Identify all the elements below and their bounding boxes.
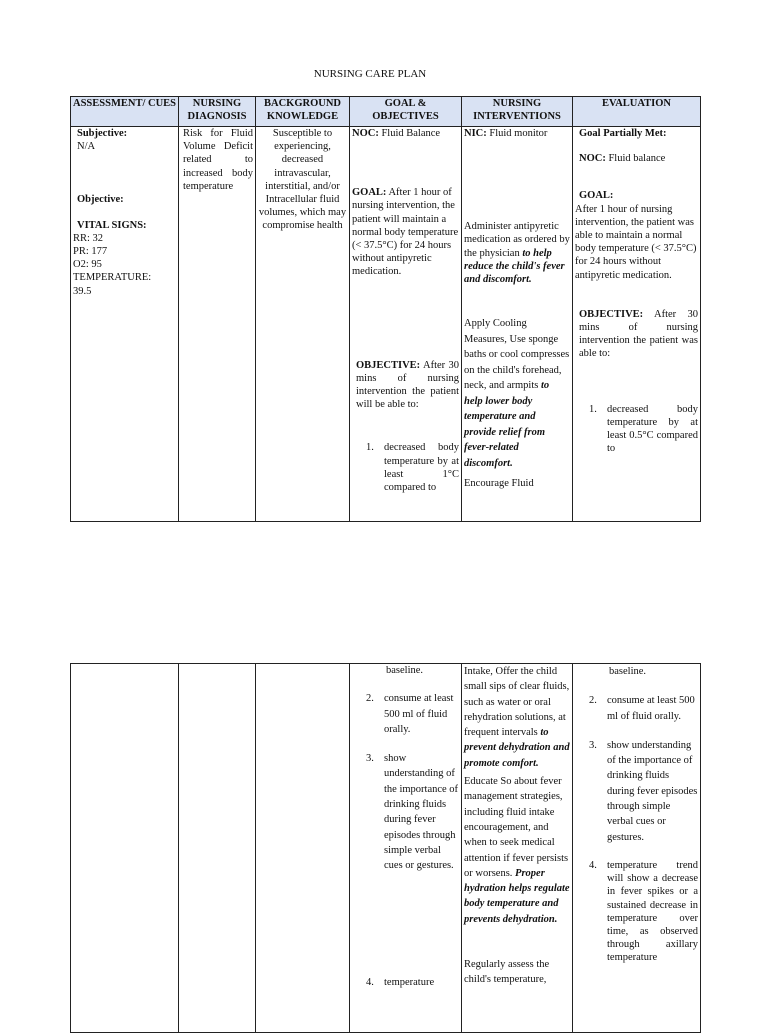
list-item: 2. consume at least 500 ml of fluid orally. (589, 695, 695, 722)
evaluation-cell (573, 127, 701, 522)
list-item: 4. temperature trend will show a decrease in fever spikes or a sustained decrease in temperature over time, as observed through axillary temperature (589, 859, 698, 964)
list-item: 3. show understanding of the importance of drinking fluids during fever episodes through simple verbal cues or gestures. (589, 739, 698, 843)
evaluation-cell-cont (573, 664, 701, 1033)
header-background: BACKGROUND KNOWLEDGE (256, 97, 350, 127)
objective-label: Objective: (77, 194, 124, 206)
nic-value: Fluid monitor (489, 128, 548, 139)
evaluation-objective-text: After 30 mins of nursing intervention the patient was able to: (579, 308, 699, 360)
subjective-value: N/A (77, 141, 96, 153)
intervention-2: Apply Cooling Measures, Use sponge baths or cool compresses on the child's forehead, neck, and armpits to help lower body temperature and provide relief from fever-related discomfort. (464, 318, 570, 469)
vital-pr: PR: 177 (73, 246, 108, 258)
goal-text: After 1 hour of nursing intervention, the patient will maintain a normal body temperature (< 37.5°C) for 24 hours without antipyretic medication. (352, 187, 459, 278)
list-item: 1. decreased body temperature by at least 1°C compared to (366, 442, 459, 494)
vital-rr: RR: 32 (73, 232, 104, 244)
vital-temperature-label: TEMPERATURE: (73, 272, 152, 284)
table-row (71, 127, 701, 522)
goal-objective-text: After 30 mins of nursing intervention the patient will be able to: (356, 359, 460, 411)
list-item: 3. show understanding of the importance of drinking fluids during fever episodes through simple verbal cues or gestures. (366, 753, 459, 872)
table-header-row (71, 97, 701, 127)
assessment-cell (71, 127, 179, 522)
header-assessment: ASSESSMENT/ CUES (71, 97, 179, 127)
header-evaluation: EVALUATION (573, 97, 701, 127)
table-row (71, 664, 701, 1033)
intervention-3: Intake, Offer the child small sips of clear fluids, such as water or oral rehydration solutions, at frequent intervals to prevent dehydration and promote comfort. (464, 666, 570, 769)
list-item: 1. decreased body temperature by at least 0.5°C compared to (589, 403, 698, 455)
care-plan-table-part2 (70, 663, 701, 1033)
goal-noc-label: NOC: (352, 128, 379, 139)
vital-temperature-value: 39.5 (73, 285, 92, 297)
interventions-cell-cont (462, 664, 573, 1033)
vital-o2: O2: 95 (73, 259, 102, 271)
evaluation-noc-label: NOC: (579, 153, 606, 165)
subjective-label: Subjective: (77, 128, 128, 139)
vital-signs-label: VITAL SIGNS: (77, 219, 147, 231)
evaluation-goal-label: GOAL: (579, 190, 614, 202)
diagnosis-cell-cont (179, 664, 256, 1033)
goal-noc-value: Fluid Balance (381, 128, 441, 139)
intervention-1: Administer antipyretic medication as ordered by the physician to help reduce the child's fever and discomfort. (464, 221, 570, 286)
goal-cell-cont (350, 664, 462, 1033)
background-cell-cont (256, 664, 350, 1033)
evaluation-noc-value: Fluid balance (608, 153, 666, 165)
header-diagnosis: NURSING DIAGNOSIS (179, 97, 256, 127)
intervention-3-start: Encourage Fluid (464, 478, 534, 490)
diagnosis-cell: Risk for Fluid Volume Deficit related to increased body temperature (179, 127, 256, 522)
intervention-5: Regularly assess the child's temperature, (464, 959, 550, 986)
background-cell: Susceptible to experiencing, decreased intravascular, interstitial, and/or Intracellular fluid volumes, which may compromise health (256, 127, 350, 522)
goal-objective-list-cont (352, 691, 459, 991)
evaluation-objective-list (575, 403, 698, 456)
header-goal: GOAL & OBJECTIVES (350, 97, 462, 127)
list-item: 2. consume at least 500 ml of fluid orally. (366, 693, 454, 735)
goal-item1-cont: baseline. (386, 665, 424, 676)
goal-label: GOAL: (352, 187, 387, 199)
evaluation-goal-text: After 1 hour of nursing intervention, the patient was able to maintain a normal body temperature (< 37.5°C) for 24 hours without antipyretic medication. (575, 203, 697, 281)
assessment-cell-cont (71, 664, 179, 1033)
goal-objective-label: OBJECTIVE: (356, 359, 421, 371)
list-item: 4. temperature (366, 977, 435, 989)
goal-objective-list (352, 441, 459, 494)
interventions-cell (462, 127, 573, 522)
page-title: NURSING CARE PLAN (313, 68, 427, 80)
header-interventions: NURSING INTERVENTIONS (462, 97, 573, 127)
intervention-4: Educate So about fever management strategies, including fluid intake encouragement, and when to seek medical attention if fever persists or worsens. Proper hydration helps regulate body temperature and prevents dehydration. (464, 776, 570, 925)
evaluation-status: Goal Partially Met: (579, 128, 667, 139)
evaluation-item1-cont: baseline. (609, 666, 647, 677)
care-plan-table-part1 (70, 96, 701, 522)
evaluation-objective-list-cont (575, 693, 698, 964)
nic-label: NIC: (464, 128, 487, 139)
evaluation-objective-label: OBJECTIVE: (579, 308, 644, 320)
goal-cell (350, 127, 462, 522)
